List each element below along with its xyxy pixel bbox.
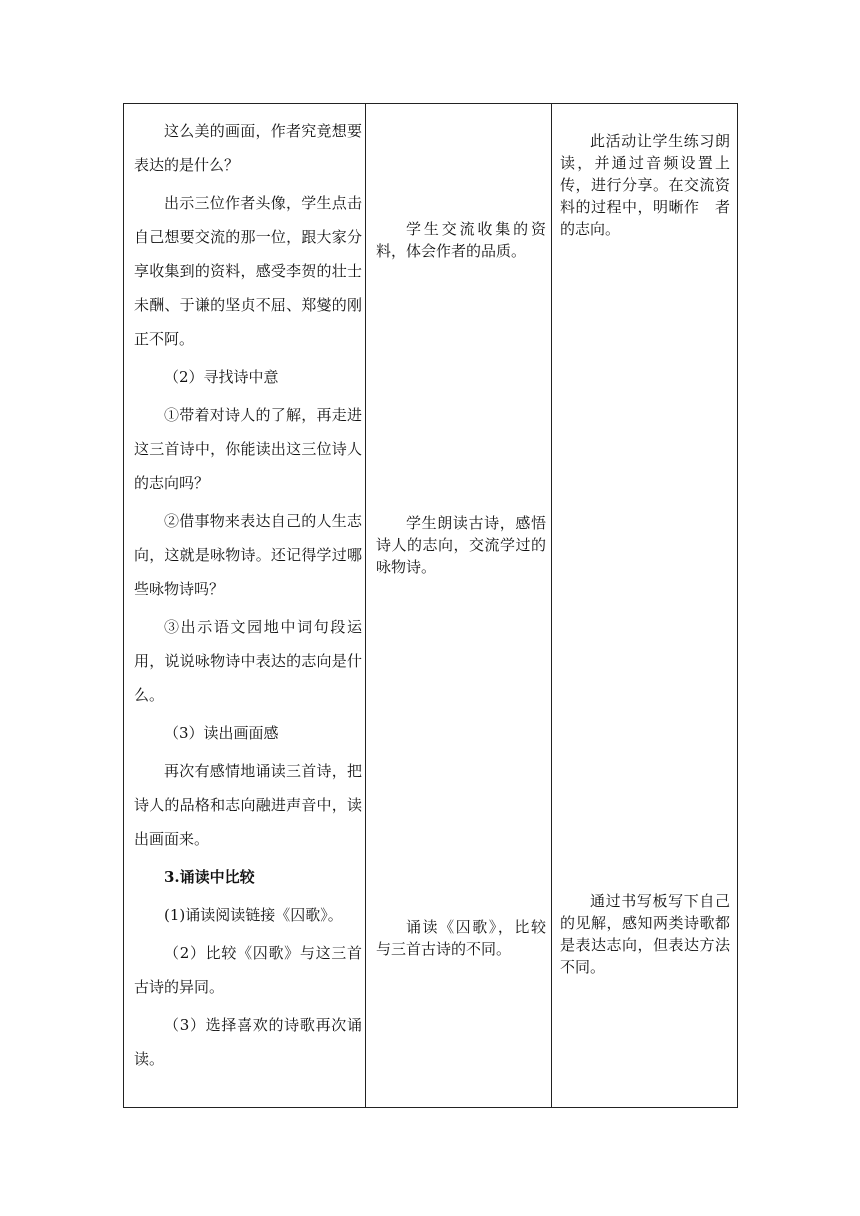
paragraph: （3）选择喜欢的诗歌再次诵读。 bbox=[134, 1016, 362, 1068]
section-subheading: （2）寻找诗中意 bbox=[164, 368, 279, 386]
design-intent-text: 此活动让学生练习朗读，并通过音频设置上传，进行分享。在交流资料的过程中，明晰作 者的志向。 bbox=[560, 132, 730, 238]
paragraph: 这么美的画面，作者究竟想要表达的是什么？ bbox=[134, 122, 362, 174]
student-activity-text: 学生朗读古诗，感悟诗人的志向，交流学过的咏物诗。 bbox=[376, 514, 546, 576]
student-activity-cell bbox=[376, 218, 546, 262]
paragraph: ①带着对诗人的了解，再走进这三首诗中，你能读出这三位诗人的志向吗？ bbox=[134, 406, 362, 492]
paragraph: (1)诵读阅读链接《囚歌》。 bbox=[164, 906, 343, 924]
column-divider bbox=[365, 104, 366, 1107]
section-subheading: （3）读出画面感 bbox=[164, 724, 279, 742]
column-divider bbox=[551, 104, 552, 1107]
paragraph: ②借事物来表达自己的人生志向，这就是咏物诗。还记得学过哪些咏物诗吗？ bbox=[134, 512, 362, 598]
paragraph: 再次有感情地诵读三首诗，把诗人的品格和志向融进声音中，读出画面来。 bbox=[134, 762, 362, 848]
teaching-process-cell bbox=[134, 114, 362, 1076]
design-intent-cell bbox=[560, 130, 730, 240]
student-activity-cell bbox=[376, 512, 546, 578]
student-activity-text: 学生交流收集的资料，体会作者的品质。 bbox=[376, 220, 546, 260]
student-activity-cell bbox=[376, 916, 546, 960]
lesson-table bbox=[123, 103, 738, 1108]
design-intent-cell bbox=[560, 890, 730, 978]
student-activity-text: 诵读《囚歌》，比较与三首古诗的不同。 bbox=[376, 918, 546, 958]
design-intent-text: 通过书写板写下自己的见解，感知两类诗歌都是表达志向，但表达方法不同。 bbox=[560, 892, 730, 976]
section-heading: 3.诵读中比较 bbox=[164, 868, 255, 886]
paragraph: ③出示语文园地中词句段运用，说说咏物诗中表达的志向是什么。 bbox=[134, 618, 362, 704]
paragraph: 出示三位作者头像，学生点击自己想要交流的那一位，跟大家分享收集到的资料，感受李贺的壮士未酬、于谦的坚贞不屈、郑燮的刚正不阿。 bbox=[134, 194, 362, 348]
paragraph: （2）比较《囚歌》与这三首古诗的异同。 bbox=[134, 944, 362, 996]
